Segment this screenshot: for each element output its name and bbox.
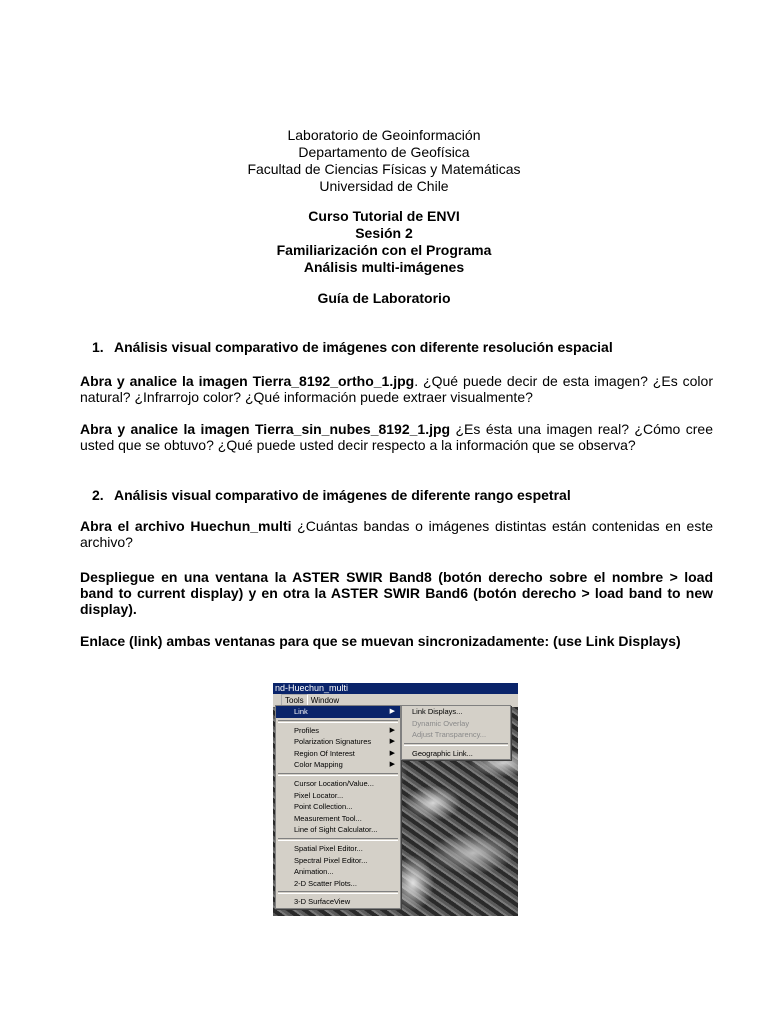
- section-1-p1-instruction: Abra y analice la imagen Tierra_8192_ortho_1.jpg: [80, 373, 415, 389]
- menu-item-spatial-pixel-editor[interactable]: Spatial Pixel Editor...: [294, 843, 363, 853]
- menu-item-pixel-locator[interactable]: Pixel Locator...: [294, 790, 344, 800]
- menu-item-point-collection[interactable]: Point Collection...: [294, 802, 353, 812]
- menu-item-polarization-signatures[interactable]: Polarization Signatures ▶: [294, 737, 395, 747]
- menu-separator: [278, 891, 398, 894]
- menu-separator: [404, 743, 508, 746]
- submenu-arrow-icon: ▶: [389, 738, 395, 746]
- window-title-bar: nd-Huechun_multi: [273, 683, 518, 694]
- institution-header: [0, 127, 768, 195]
- menu-item-spectral-pixel-editor[interactable]: Spectral Pixel Editor...: [294, 855, 368, 865]
- submenu-item-geographic-link[interactable]: Geographic Link...: [412, 748, 473, 758]
- section-2-paragraph-3: Enlace (link) ambas ventanas para que se muevan sincronizadamente: (use Link Displays): [80, 633, 681, 649]
- menu-separator: [278, 838, 398, 841]
- menu-tools[interactable]: Tools: [281, 694, 308, 707]
- menu-separator: [278, 773, 398, 776]
- menu-item-animation[interactable]: Animation...: [294, 867, 334, 877]
- submenu-item-adjust-transparency: Adjust Transparency...: [412, 730, 487, 740]
- section-1-p2-instruction: Abra y analice la imagen Tierra_sin_nubes_8192_1.jpg: [80, 421, 451, 437]
- header-line-department: Departamento de Geofísica: [298, 144, 470, 160]
- menu-item-line-of-sight[interactable]: Line of Sight Calculator...: [294, 825, 378, 835]
- section-2-number: 2.: [92, 487, 104, 503]
- section-1-p2-questions: ¿Es ésta una imagen real? ¿Cómo cree usted que se obtuvo? ¿Qué puede usted decir respecto a la información que se observa?: [80, 421, 713, 453]
- course-subtitle-2: Análisis multi-imágenes: [303, 259, 465, 275]
- menu-separator: [278, 720, 398, 723]
- section-2-heading: [92, 487, 571, 503]
- guide-title: Guía de Laboratorio: [317, 290, 451, 306]
- menu-item-link[interactable]: Link ▶: [276, 706, 400, 718]
- header-line-faculty: Facultad de Ciencias Físicas y Matemáticas: [247, 161, 521, 177]
- section-2-title: Análisis visual comparativo de imágenes de diferente rango espetral: [114, 487, 571, 503]
- header-line-lab: Laboratorio de Geoinformación: [287, 127, 481, 143]
- menu-item-cursor-location[interactable]: Cursor Location/Value...: [294, 778, 374, 788]
- submenu-arrow-icon: ▶: [389, 726, 395, 734]
- menu-item-region-of-interest[interactable]: Region Of Interest ▶: [294, 748, 395, 758]
- section-1-p1-questions: . ¿Qué puede decir de esta imagen? ¿Es color natural? ¿Infrarrojo color? ¿Qué información puede extraer visualmente?: [80, 373, 713, 405]
- section-2-p1-question: ¿Cuántas bandas o imágenes distintas están contenidas en este archivo?: [80, 518, 713, 550]
- section-1-paragraph-1: [80, 373, 713, 405]
- link-submenu: [401, 705, 511, 760]
- course-title-block: [0, 208, 768, 276]
- menu-item-measurement-tool[interactable]: Measurement Tool...: [294, 813, 362, 823]
- section-1-paragraph-2: [80, 421, 713, 453]
- menu-item-scatter-plots[interactable]: 2-D Scatter Plots...: [294, 878, 357, 888]
- menu-window[interactable]: Window: [310, 696, 340, 705]
- section-1-title: Análisis visual comparativo de imágenes con diferente resolución espacial: [114, 339, 613, 355]
- menu-item-color-mapping[interactable]: Color Mapping ▶: [294, 760, 395, 770]
- submenu-arrow-icon: ▶: [389, 749, 395, 757]
- menu-item-profiles[interactable]: Profiles ▶: [294, 725, 395, 735]
- section-2-p1-instruction: Abra el archivo Huechun_multi: [80, 518, 292, 534]
- submenu-arrow-icon: ▶: [389, 761, 395, 769]
- guide-title-block: [0, 290, 768, 307]
- course-title: Curso Tutorial de ENVI: [308, 208, 460, 224]
- envi-menu-screenshot: [273, 683, 518, 916]
- section-2-paragraph-2: Despliegue en una ventana la ASTER SWIR Band8 (botón derecho sobre el nombre > load band to current display) y en otra la ASTER SWIR Band6 (botón derecho > load band to new display).: [80, 569, 713, 617]
- section-1-heading: [92, 339, 613, 355]
- submenu-arrow-icon: ▶: [389, 708, 395, 715]
- course-subtitle-1: Familiarización con el Programa: [276, 242, 492, 258]
- section-2-paragraph-1: [80, 518, 713, 550]
- menu-item-3d-surfaceview[interactable]: 3-D SurfaceView: [294, 897, 351, 907]
- tools-dropdown-menu: [275, 705, 401, 909]
- submenu-item-dynamic-overlay: Dynamic Overlay: [412, 718, 470, 728]
- submenu-item-link-displays[interactable]: Link Displays...: [412, 707, 463, 716]
- session-label: Sesión 2: [355, 225, 413, 241]
- section-1-number: 1.: [92, 339, 104, 355]
- header-line-university: Universidad de Chile: [319, 178, 449, 194]
